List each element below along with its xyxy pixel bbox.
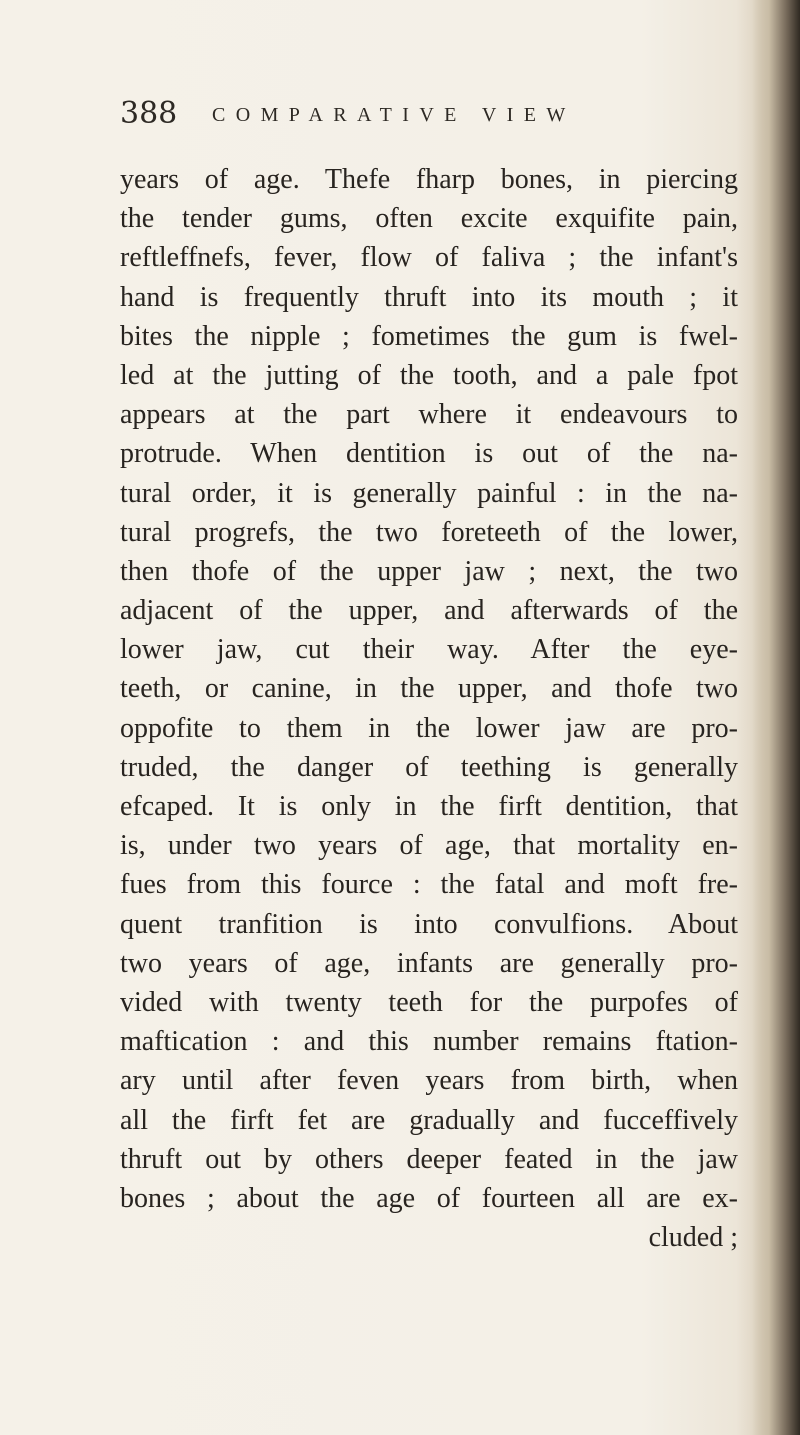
- page-binding-edge: [752, 0, 800, 1435]
- text-line: bites the nipple ; fometimes the gum is fwel-: [120, 320, 738, 352]
- text-line: fues from this fource : the fatal and moft fre-: [120, 869, 738, 901]
- body-text: [120, 160, 738, 1257]
- text-line: two years of age, infants are generally pro-: [120, 947, 738, 979]
- text-line: bones ; about the age of fourteen all are ex-: [120, 1182, 738, 1214]
- text-line: oppofite to them in the lower jaw are pro-: [120, 712, 738, 744]
- running-head: [120, 96, 760, 136]
- text-line: efcaped. It is only in the firft dentition, that: [120, 791, 738, 822]
- text-line: appears at the part where it endeavours to: [120, 399, 738, 431]
- text-line: adjacent of the upper, and afterwards of the: [120, 595, 738, 627]
- text-line: then thofe of the upper jaw ; next, the two: [120, 555, 738, 587]
- text-line: teeth, or canine, in the upper, and thofe two: [120, 673, 738, 705]
- text-line: all the firft fet are gradually and fucceffively: [120, 1104, 738, 1136]
- text-line: tural order, it is generally painful : in the na-: [120, 477, 738, 509]
- text-line: truded, the danger of teething is generally: [120, 751, 738, 783]
- text-line: cluded ;: [648, 1222, 738, 1254]
- text-line: hand is frequently thruft into its mouth ; it: [120, 281, 738, 313]
- text-line: is, under two years of age, that mortality en-: [120, 830, 738, 862]
- text-line: tural progrefs, the two foreteeth of the lower,: [120, 516, 738, 548]
- text-line: thruft out by others deeper feated in the jaw: [120, 1143, 738, 1175]
- text-line: the tender gums, often excite exquifite pain,: [120, 203, 738, 235]
- page-number: 388: [120, 96, 178, 131]
- text-line: reftleffnefs, fever, flow of faliva ; the infant's: [120, 242, 738, 274]
- text-line: lower jaw, cut their way. After the eye-: [120, 634, 738, 666]
- text-line: quent tranfition is into convulfions. About: [120, 908, 738, 940]
- text-line: ary until after feven years from birth, when: [120, 1065, 738, 1097]
- running-title: COMPARATIVE VIEW: [212, 104, 576, 126]
- text-line: led at the jutting of the tooth, and a pale fpot: [120, 359, 738, 391]
- text-line: years of age. Thefe fharp bones, in piercing: [120, 164, 738, 195]
- text-line: protrude. When dentition is out of the na-: [120, 438, 738, 470]
- text-line: maftication : and this number remains ftation-: [120, 1026, 738, 1058]
- text-line: vided with twenty teeth for the purpofes of: [120, 986, 738, 1018]
